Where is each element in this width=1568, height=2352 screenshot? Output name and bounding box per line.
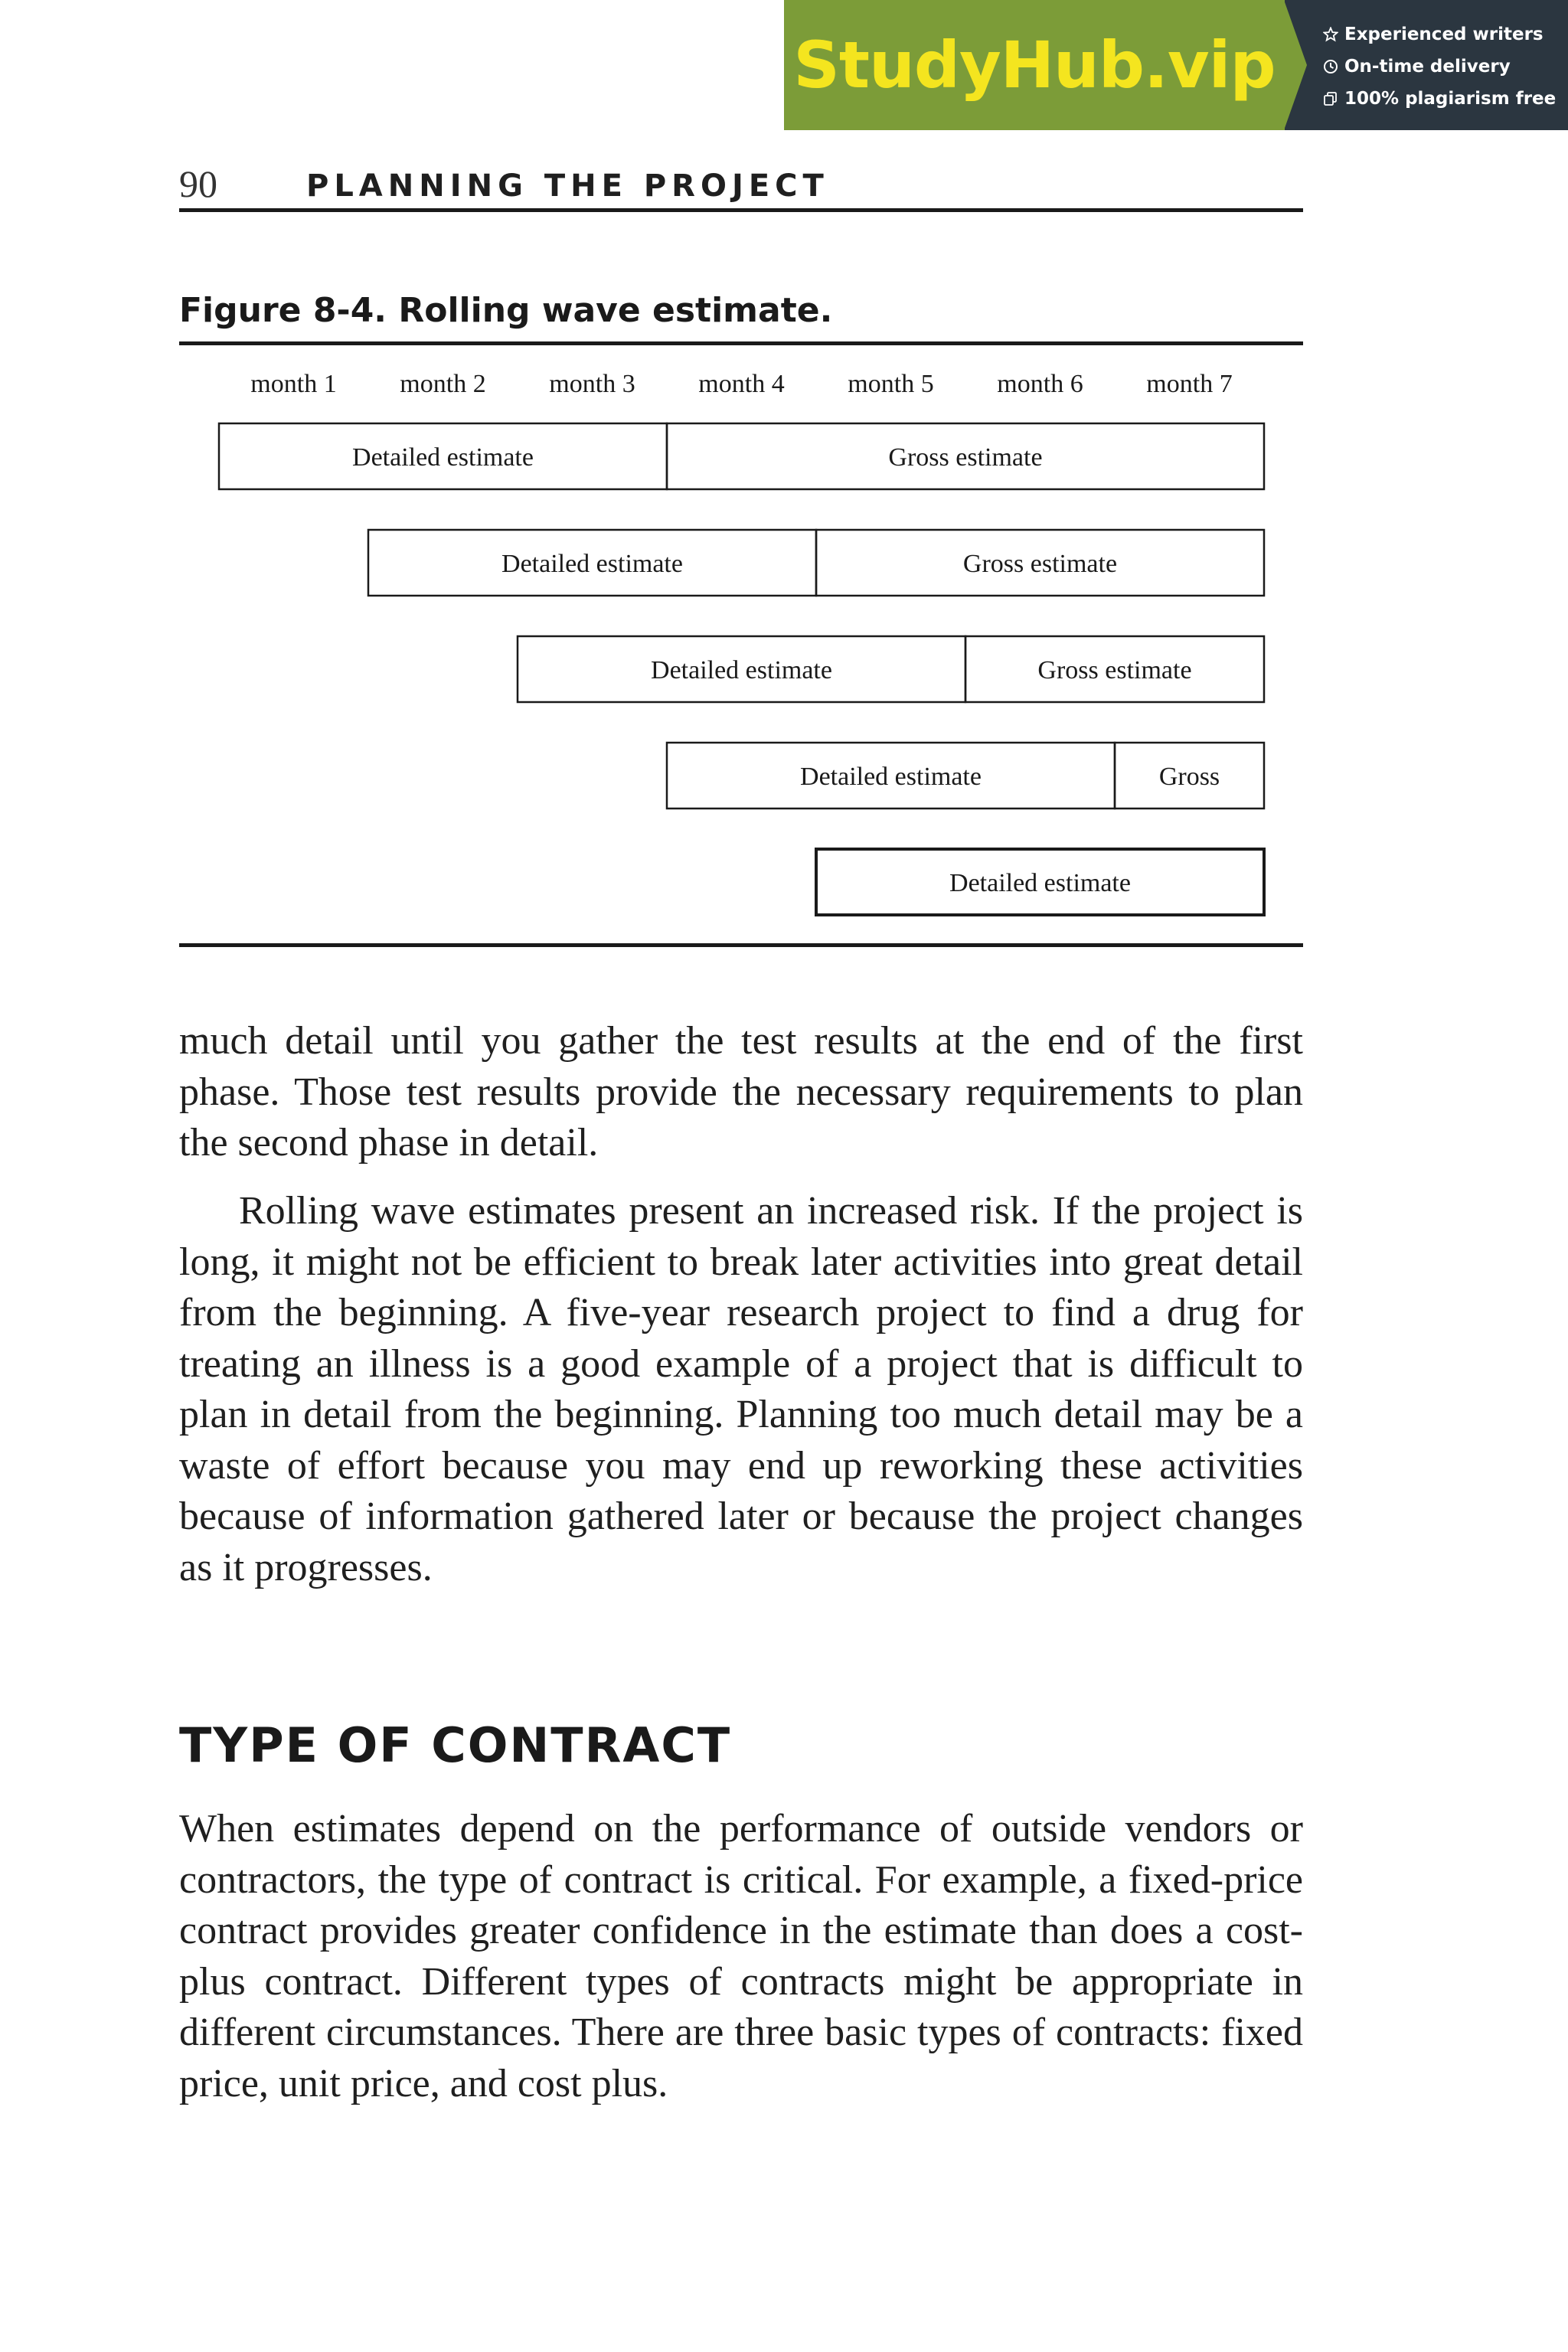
page-number: 90	[179, 162, 217, 205]
feature-text: 100% plagiarism free	[1344, 89, 1557, 109]
month-label: month 4	[698, 370, 785, 398]
month-label: month 3	[549, 370, 635, 398]
estimate-row	[368, 530, 1264, 596]
section-heading: TYPE OF CONTRACT	[179, 1717, 732, 1773]
paragraph-1: much detail until you gather the test results at the end of the first phase. Those test results provide the necessary requirements to plan the second phase in detail.	[179, 1019, 1303, 1165]
running-head: PLANNING THE PROJECT	[306, 168, 829, 204]
rolling-wave-figure	[0, 0, 1568, 995]
feature-text: On-time delivery	[1344, 57, 1511, 77]
month-label: month 6	[997, 370, 1083, 398]
feature-text: Experienced writers	[1344, 24, 1544, 44]
figure-bottom-rule	[179, 943, 1303, 947]
detailed-estimate-label: Detailed estimate	[800, 763, 982, 791]
paragraph-2: Rolling wave estimates present an increased risk. If the project is long, it might not be efficient to break later activities into great detail from the beginning. A five-year research project to find a drug for treating an illness is a good example of a project that is difficult to plan in detail from the beginning. Planning too much detail may be a waste of effort because you may end up reworking these activities because of information gathered later or because the project changes as it progresses.	[179, 1189, 1303, 1589]
month-label: month 1	[250, 370, 337, 398]
gross-estimate-label: Gross estimate	[1037, 656, 1192, 684]
gross-estimate-label: Gross estimate	[888, 443, 1043, 472]
figure-caption: Figure 8-4. Rolling wave estimate.	[179, 291, 833, 330]
month-label: month 5	[848, 370, 934, 398]
paragraph-3: When estimates depend on the performance of outside vendors or contractors, the type of contract is critical. For example, a fixed-price contract provides greater confidence in the estimate than does a cost-plus contract. Different types of contracts might be appropriate in different circumstances. There are three basic types of contracts: fixed price, unit price, and cost plus.	[179, 1807, 1303, 2105]
detailed-estimate-label: Detailed estimate	[501, 550, 683, 578]
gross-estimate-label: Gross estimate	[962, 550, 1118, 578]
gross-estimate-label: Gross	[1158, 763, 1220, 791]
detailed-estimate-label: Detailed estimate	[352, 443, 534, 472]
estimate-row	[667, 743, 1264, 808]
month-label: month 7	[1146, 370, 1233, 398]
estimate-row	[219, 423, 1264, 489]
month-label: month 2	[400, 370, 486, 398]
estimate-row	[816, 849, 1264, 915]
detailed-estimate-label: Detailed estimate	[651, 656, 832, 684]
detailed-estimate-label: Detailed estimate	[949, 869, 1131, 897]
estimate-row	[518, 636, 1264, 702]
studyhub-logo: StudyHub.vip	[793, 28, 1276, 103]
